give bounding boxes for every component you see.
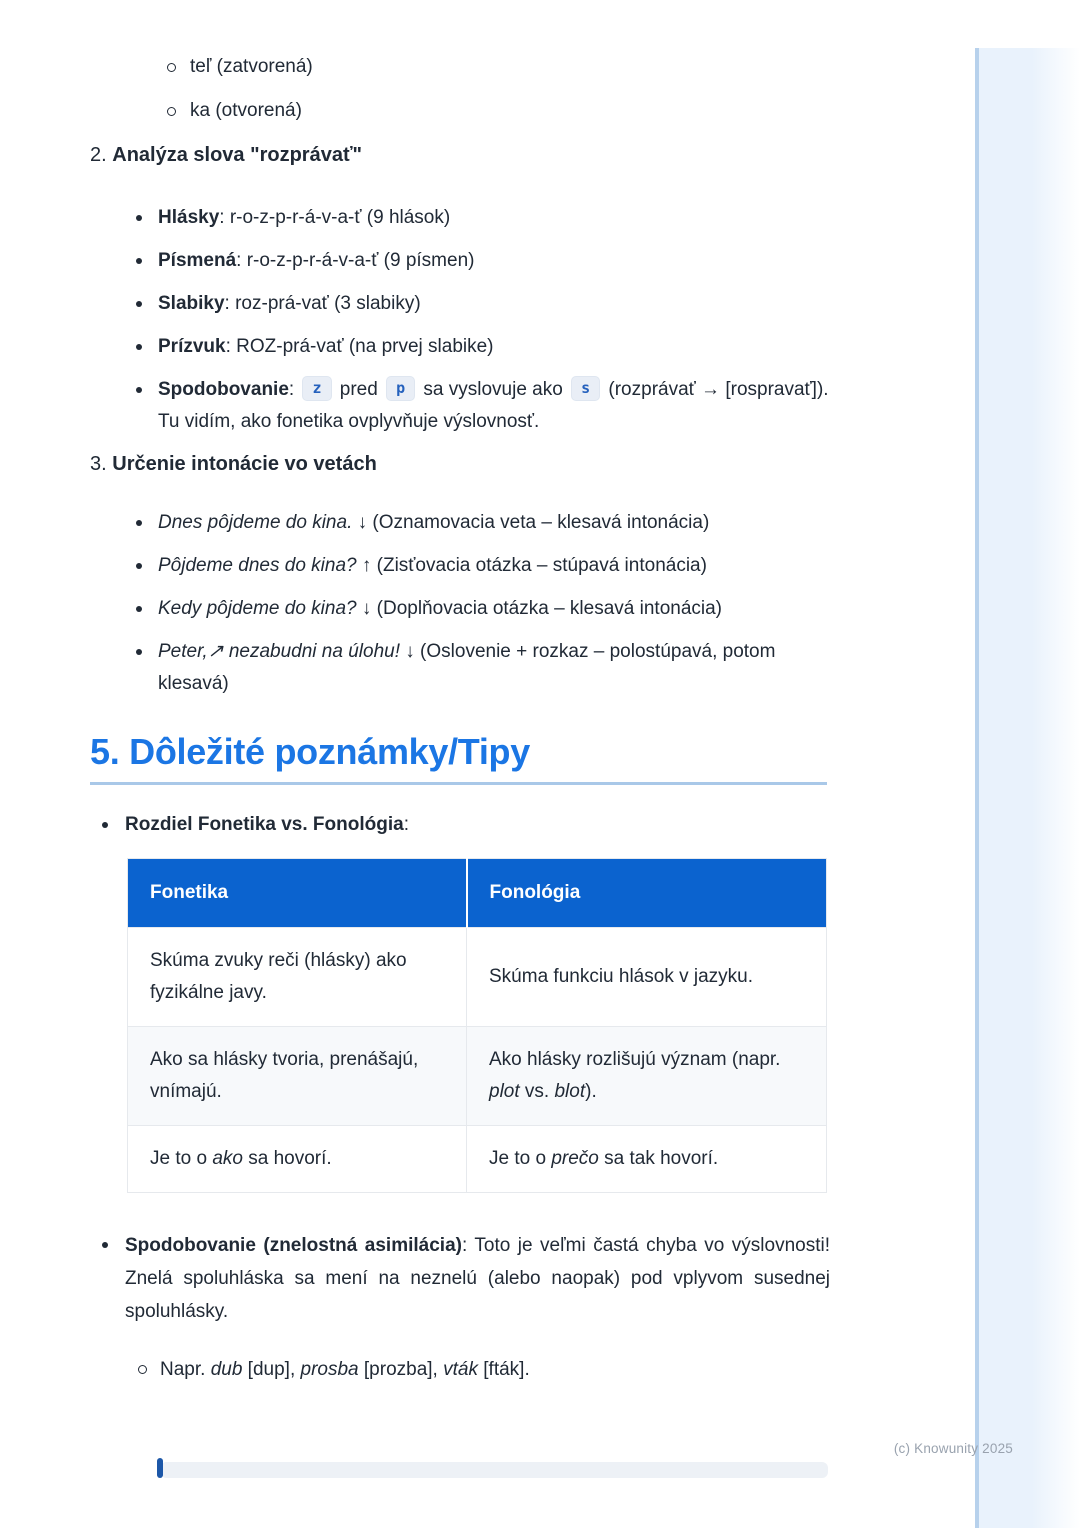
intonation-list	[90, 507, 830, 700]
intonation-note: ↓ (Oznamovacia veta – klesavá intonácia)	[352, 512, 710, 533]
cell-text: Je to o	[489, 1148, 552, 1169]
inline-code-chip: z	[302, 376, 331, 401]
term-label: Hlásky	[158, 207, 220, 228]
intonation-note: ↓ (Doplňovacia otázka – klesavá intonácia)	[356, 598, 723, 619]
table-cell: Ako sa hlásky tvoria, prenášajú, vnímajú.	[128, 1027, 467, 1126]
table-row	[128, 1027, 827, 1126]
term-label: Písmená	[158, 250, 237, 271]
term-text: sa vyslovuje ako	[418, 379, 569, 400]
bullet-icon	[136, 520, 142, 526]
list-item	[90, 202, 830, 234]
table-header-fonologia: Fonológia	[467, 859, 827, 928]
tip-item-rozdiel	[90, 809, 830, 841]
intonation-note: ↓ (Oslovenie + rozkaz – polostúpavá, potom klesavá)	[158, 641, 776, 694]
cell-text: sa tak hovorí.	[598, 1148, 719, 1169]
inline-code-chip: s	[571, 376, 600, 401]
section-title: Analýza slova "rozprávať"	[112, 144, 363, 166]
bullet-icon	[102, 822, 108, 828]
tip-item-spodobovanie	[90, 1229, 830, 1328]
example-text: Napr.	[160, 1359, 211, 1380]
intonation-item	[90, 507, 830, 539]
section-2-heading	[90, 140, 830, 170]
bullet-icon	[136, 649, 142, 655]
table-row	[128, 928, 827, 1027]
inline-code-chip: p	[386, 376, 415, 401]
example-sentence: Kedy pôjdeme do kina?	[158, 598, 357, 619]
list-item	[90, 245, 830, 277]
table-header-fonetika: Fonetika	[128, 859, 467, 928]
term-label: Spodobovanie	[158, 379, 289, 400]
copyright-note: (c) Knowunity 2025	[893, 1441, 1013, 1456]
table-cell: Skúma funkciu hlások v jazyku.	[467, 928, 827, 1027]
list-item-text: ka (otvorená)	[190, 100, 302, 121]
tip-text: :	[403, 814, 409, 835]
cell-text-italic: plot	[489, 1081, 520, 1102]
intonation-item	[90, 550, 830, 582]
intonation-note: ↑ (Zisťovacia otázka – stúpavá intonácia)	[356, 555, 707, 576]
circle-bullet-icon	[138, 1365, 147, 1374]
term-text: : r-o-z-p-r-á-v-a-ť (9 písmen)	[236, 250, 475, 271]
cell-text-italic: ako	[212, 1148, 243, 1169]
table-cell	[128, 1126, 467, 1193]
bullet-icon	[136, 563, 142, 569]
example-sentence: Peter,↗ nezabudni na úlohu!	[158, 641, 400, 662]
list-item	[90, 52, 830, 82]
list-item-text: teľ (zatvorená)	[190, 56, 313, 77]
document-content	[90, 0, 830, 1397]
section-3-heading	[90, 449, 830, 479]
heading-underline	[90, 782, 827, 785]
example-text: [fták].	[477, 1359, 530, 1380]
term-text: : r-o-z-p-r-á-v-a-ť (9 hlások)	[219, 207, 451, 228]
syllable-sublist	[90, 52, 830, 126]
table-cell: Skúma zvuky reči (hlásky) ako fyzikálne javy.	[128, 928, 467, 1027]
tips-list	[90, 809, 830, 841]
section-number: 3.	[90, 453, 107, 475]
example-item	[90, 1354, 830, 1386]
bullet-icon	[136, 215, 142, 221]
bullet-icon	[102, 1242, 108, 1248]
right-page-edge-strip	[975, 48, 1080, 1528]
bullet-icon	[136, 606, 142, 612]
term-text: pred	[334, 379, 384, 400]
example-text: [dup],	[242, 1359, 301, 1380]
example-sentence: Dnes pôjdeme do kina.	[158, 512, 353, 533]
intonation-item	[90, 636, 830, 700]
list-item-spodobovanie	[90, 374, 830, 438]
list-item	[90, 96, 830, 126]
tip-text: : Toto je veľmi častá chyba vo výslovnosti! Znelá spoluhláska sa mení na neznelú (alebo naopak) pod vplyvom susednej spoluhlásky.	[125, 1235, 831, 1322]
circle-bullet-icon	[167, 107, 176, 116]
table-row	[128, 1126, 827, 1193]
analysis-list	[90, 202, 830, 438]
cell-text: sa hovorí.	[242, 1148, 332, 1169]
example-word-italic: prosba	[300, 1359, 359, 1380]
example-word-italic: vták	[443, 1359, 478, 1380]
tip-label: Spodobovanie (znelostná asimilácia)	[125, 1235, 462, 1256]
bullet-icon	[136, 258, 142, 264]
section-number: 2.	[90, 144, 107, 166]
blockquote-box	[162, 1462, 828, 1478]
list-item	[90, 288, 830, 320]
comparison-table	[127, 858, 827, 1193]
truncated-blockquote	[157, 1458, 828, 1478]
cell-text: Je to o	[150, 1148, 213, 1169]
term-text: :	[288, 379, 300, 400]
term-text: (rozprávať → [rospravať]). Tu vidím, ako fonetika ovplyvňuje výslovnosť.	[158, 379, 829, 432]
section-5-title: 5. Dôležité poznámky/Tipy	[90, 731, 530, 772]
bullet-icon	[136, 387, 142, 393]
term-label: Prízvuk	[158, 336, 226, 357]
list-item	[90, 331, 830, 363]
bullet-icon	[136, 301, 142, 307]
term-text: : ROZ-prá-vať (na prvej slabike)	[225, 336, 494, 357]
table-header-row	[128, 859, 827, 928]
term-label: Slabiky	[158, 293, 225, 314]
tip-label: Rozdiel Fonetika vs. Fonológia	[125, 814, 404, 835]
cell-text-italic: prečo	[551, 1148, 599, 1169]
example-word-italic: dub	[210, 1359, 243, 1380]
term-text: : roz-prá-vať (3 slabiky)	[224, 293, 421, 314]
example-text: [prozba],	[358, 1359, 444, 1380]
cell-text: vs.	[519, 1081, 555, 1102]
circle-bullet-icon	[167, 63, 176, 72]
blockquote-bar	[157, 1458, 163, 1478]
section-title: Určenie intonácie vo vetách	[112, 453, 377, 475]
intonation-item	[90, 593, 830, 625]
table-cell	[467, 1027, 827, 1126]
table-cell	[467, 1126, 827, 1193]
tips-list	[90, 1229, 830, 1328]
examples-sublist	[90, 1354, 830, 1386]
cell-text: ).	[585, 1081, 597, 1102]
cell-text-italic: blot	[554, 1081, 586, 1102]
cell-text: Ako hlásky rozlišujú význam (napr.	[489, 1049, 781, 1070]
example-sentence: Pôjdeme dnes do kina?	[158, 555, 357, 576]
bullet-icon	[136, 344, 142, 350]
